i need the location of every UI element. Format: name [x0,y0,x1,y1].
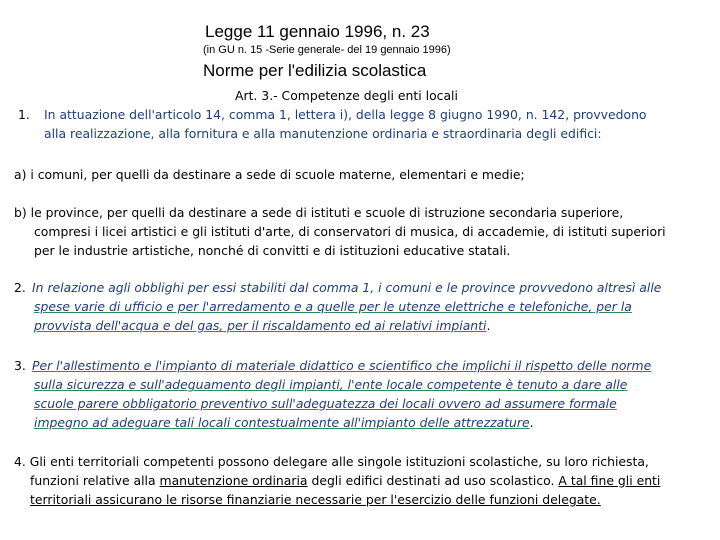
law-title: Legge 11 gennaio 1996, n. 23 [205,22,430,41]
paragraph-2-end: . [486,318,491,333]
item-a-line-1: a) i comuni, per quelli da destinare a sede di scuole materne, elementari e medie; [14,167,525,182]
paragraph-3-line-3: scuole parere obbligatorio preventivo sull'adeguatezza dei locali ovvero ad assumere formale [34,396,617,411]
paragraph-1-line-2: alla realizzazione, alla fornitura e alla manutenzione ordinaria e straordinaria degli edifici: [44,126,602,141]
item-b-line-1: b) le province, per quelli da destinare a sede di istituti e scuole di istruzione secondaria superiore, [14,205,624,220]
paragraph-2-number: 2. [14,280,26,295]
paragraph-3-line-1: Per l'allestimento e l'impianto di materiale didattico e scientifico che implichi il rispetto delle norme [32,358,652,373]
item-b-line-3: per le industrie artistiche, nonché di convitti e di istituzioni educative statali. [34,243,511,258]
law-heading: Norme per l'edilizia scolastica [203,61,427,80]
paragraph-4-line-2-start: funzioni relative alla [30,473,160,488]
paragraph-2-line-3: provvista dell'acqua e del gas, per il riscaldamento ed ai relativi impianti [34,318,487,333]
gazette-reference: (in GU n. 15 -Serie generale- del 19 gennaio 1996) [203,44,451,56]
paragraph-4-line-2-middle: degli edifici destinati ad uso scolastico. [307,473,559,488]
paragraph-1-number: 1. [18,107,30,122]
paragraph-4-line-2-end: A tal fine gli enti [558,473,661,488]
article-heading: Art. 3.- Competenze degli enti locali [235,88,458,103]
paragraph-2-line-1: In relazione agli obblighi per essi stabiliti dal comma 1, i comuni e le province provvedono altresì alle [32,280,662,295]
item-b-line-2: compresi i licei artistici e gli istituti d'arte, di conservatori di musica, di accademie, di istituti superiori [34,224,666,239]
paragraph-4-line-3: territoriali assicurano le risorse finanziarie necessarie per l'esercizio delle funzioni delegate. [30,492,601,507]
paragraph-3-line-4: impegno ad adeguare tali locali contestualmente all'impianto delle attrezzature [34,415,530,430]
paragraph-4-line-2 [30,471,660,490]
paragraph-4-line-1: 4. Gli enti territoriali competenti possono delegare alle singole istituzioni scolastiche, su loro richiesta, [14,454,649,469]
paragraph-3-number: 3. [14,358,26,373]
paragraph-2-line-2: spese varie di ufficio e per l'arredamento e a quelle per le utenze elettriche e telefoniche, per la [34,299,632,314]
paragraph-3-end: . [529,415,534,430]
paragraph-4-maintenance-term: manutenzione ordinaria [159,473,308,488]
paragraph-3-line-4-wrap [34,413,534,432]
paragraph-3-line-2: sulla sicurezza e sull'adeguamento degli impianti, l'ente locale competente è tenuto a dare alle [34,377,628,392]
paragraph-1-line-1: In attuazione dell'articolo 14, comma 1, lettera i), della legge 8 giugno 1990, n. 142, provvedono [44,107,647,122]
paragraph-2-line-3-wrap [34,316,490,335]
